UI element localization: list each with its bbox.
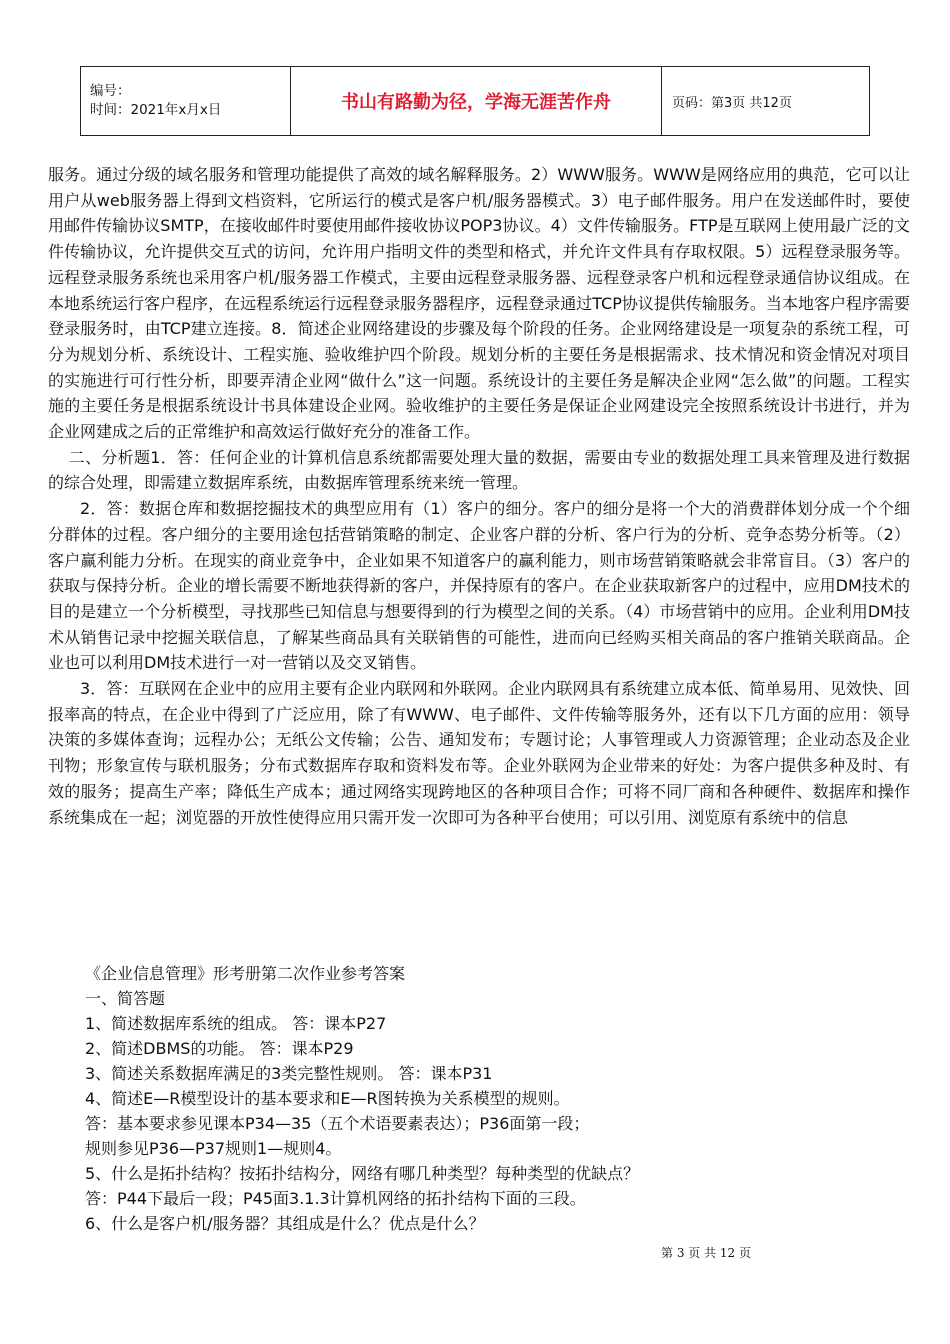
header-table — [80, 66, 870, 136]
header-motto: 书山有路勤为径，学海无涯苦作舟 — [291, 67, 662, 136]
list-item: 3、简述关系数据库满足的3类完整性规则。 答：课本P31 — [85, 1064, 493, 1083]
section-heading: 一、简答题 — [85, 989, 166, 1008]
section-title: 《企业信息管理》形考册第二次作业参考答案 — [85, 964, 406, 983]
list-item: 规则参见P36—P37规则1—规则4。 — [85, 1139, 342, 1158]
header-page-info: 页码：第3页 共12页 — [662, 67, 870, 136]
header-meta — [81, 67, 291, 136]
list-item: 2、简述DBMS的功能。 答：课本P29 — [85, 1039, 354, 1058]
second-assignment-section — [85, 961, 905, 1236]
paragraph-services: 服务。通过分级的域名服务和管理功能提供了高效的域名解释服务。2）WWW服务。WWW是网络应用的典范，它可以让用户从web服务器上得到文档资料，它所运行的模式是客户机/服务器模式。3）电子邮件服务。用户在发送邮件时，要使用邮件传输协议SMTP，在接收邮件时要使用邮件接收协议POP3协议。4）文件传输服务。FTP是互联网上使用最广泛的文件传输协议，允许提供交互式的访问，允许用户指明文件的类型和格式，并允许文件具有存取权限。5）远程登录服务等。远程登录服务系统也采用客户机/服务器工作模式，主要由远程登录服务器、远程登录客户机和远程登录通信协议组成。在本地系统运行客户程序，在远程系统运行远程登录服务器程序，远程登录通过TCP协议提供传输服务。当本地客户程序需要登录服务时，由TCP建立连接。8．简述企业网络建设的步骤及每个阶段的任务。企业网络建设是一项复杂的系统工程，可分为规划分析、系统设计、工程实施、验收维护四个阶段。规划分析的主要任务是根据需求、技术情况和资金情况对项目的实施进行可行性分析，即要弄清企业网“做什么”这一问题。系统设计的主要任务是解决企业网“怎么做”的问题。工程实施的主要任务是根据系统设计书具体建设企业网。验收维护的主要任务是保证企业网建设完全按照系统设计书进行，并为企业网建成之后的正常维护和高效运行做好充分的准备工作。 — [48, 165, 910, 442]
list-item: 答：P44下最后一段；P45面3.1.3计算机网络的拓扑结构下面的三段。 — [85, 1189, 586, 1208]
list-item: 答：基本要求参见课本P34—35（五个术语要素表达）；P36面第一段； — [85, 1114, 590, 1133]
list-item: 1、简述数据库系统的组成。 答：课本P27 — [85, 1014, 387, 1033]
paragraph-analysis-3: 3．答：互联网在企业中的应用主要有企业内联网和外联网。企业内联网具有系统建立成本低、简单易用、见效快、回报率高的特点，在企业中得到了广泛应用，除了有WWW、电子邮件、文件传输等服务外，还有以下几方面的应用：领导决策的多媒体查询；远程办公；无纸公文传输；公告、通知发布；专题讨论；人事管理或人力资源管理；企业动态及企业刊物；形象宣传与联机服务；分布式数据库存取和资料发布等。企业外联网为企业带来的好处：为客户提供多种及时、有效的服务；提高生产率；降低生产成本；通过网络实现跨地区的各种项目合作；可将不同厂商和各种硬件、数据库和操作系统集成在一起；浏览器的开放性使得应用只需开发一次即可为各种平台使用；可以引用、浏览原有系统中的信息 — [48, 679, 910, 827]
body-text — [48, 162, 910, 830]
list-item: 6、什么是客户机/服务器？其组成是什么？优点是什么？ — [85, 1214, 485, 1233]
paragraph-analysis-1: 二、分析题1．答：任何企业的计算机信息系统都需要处理大量的数据，需要由专业的数据处理工具来管理及进行数据的综合处理，即需建立数据库系统，由数据库管理系统来统一管理。 — [48, 447, 910, 493]
time-label: 时间：2021年x月x日 — [90, 102, 222, 118]
paragraph-analysis-2: 2．答：数据仓库和数据挖掘技术的典型应用有（1）客户的细分。客户的细分是将一个大的消费群体划分成一个个细分群体的过程。客户细分的主要用途包括营销策略的制定、企业客户群的分析、客户行为的分析、竞争态势分析等。（2）客户赢利能力分析。在现实的商业竞争中，企业如果不知道客户的赢利能力，则市场营销策略就会非常盲目。（3）客户的获取与保持分析。企业的增长需要不断地获得新的客户，并保持原有的客户。在企业获取新客户的过程中，应用DM技术的目的是建立一个分析模型，寻找那些已知信息与想要得到的行为模型之间的关系。（4）市场营销中的应用。企业利用DM技术从销售记录中挖掘关联信息，了解某些商品具有关联销售的可能性，进而向已经购买相关商品的客户推销关联商品。企业也可以利用DM技术进行一对一营销以及交叉销售。 — [48, 499, 910, 673]
page-footer: 第 3 页 共 12 页 — [661, 1246, 751, 1260]
list-item: 4、简述E—R模型设计的基本要求和E—R图转换为关系模型的规则。 — [85, 1089, 570, 1108]
list-item: 5、什么是拓扑结构？按拓扑结构分，网络有哪几种类型？每种类型的优缺点？ — [85, 1164, 640, 1183]
number-label: 编号： — [90, 83, 131, 99]
